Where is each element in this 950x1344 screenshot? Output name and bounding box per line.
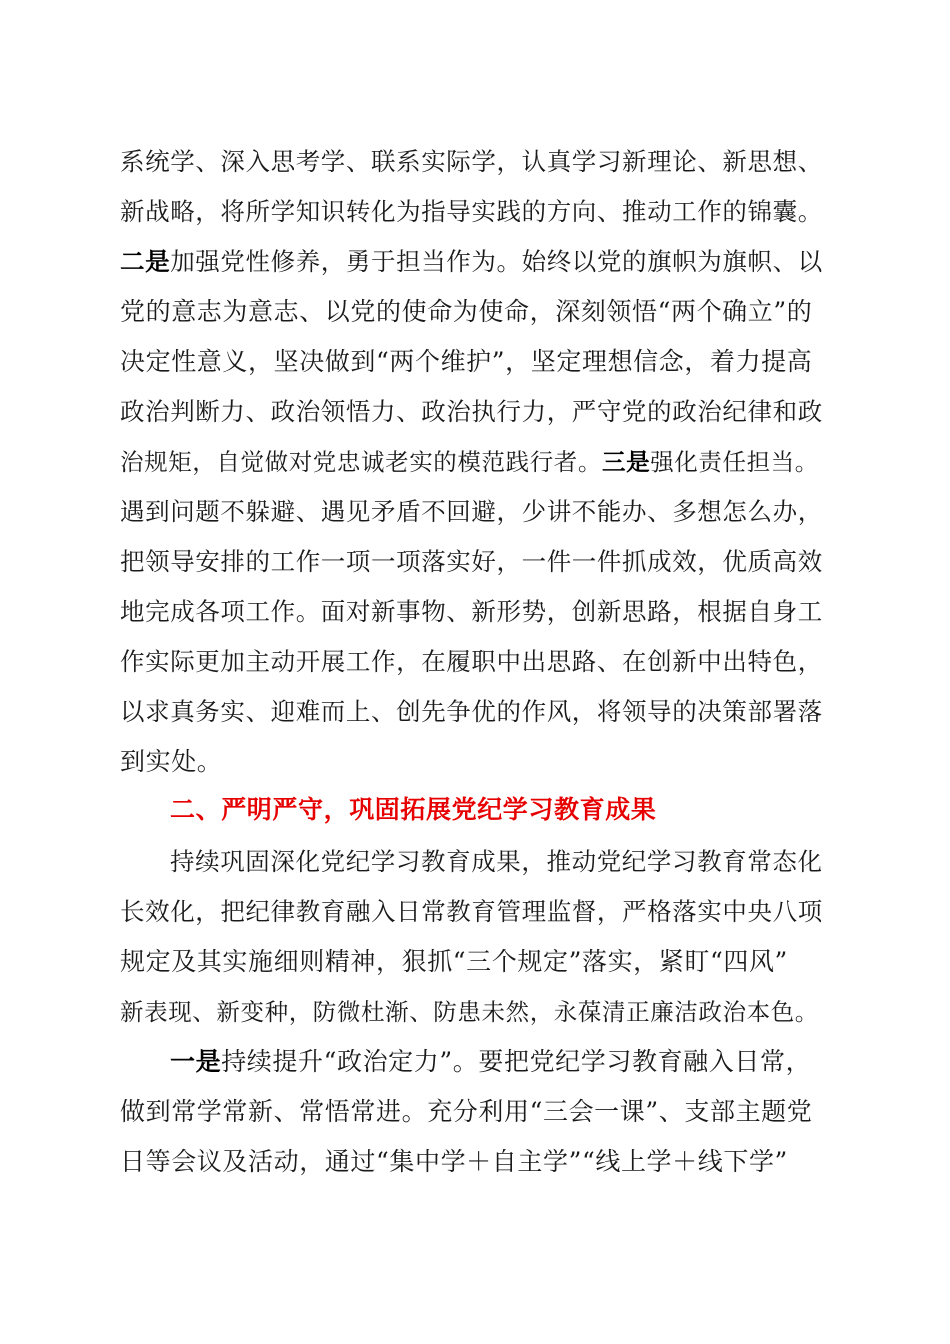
body-text-line: 规定及其实施细则精神，狠抓“三个规定”落实，紧盯“四风” — [120, 947, 788, 976]
body-text-line: 党的意志为意志、以党的使命为使命，深刻领悟“两个确立”的 — [120, 297, 813, 326]
body-text-line — [170, 1045, 811, 1079]
emphasis-label: 二是 — [120, 247, 171, 276]
emphasis-label: 一是 — [170, 1047, 222, 1076]
body-text-line: 做到常学常新、常悟常进。充分利用“三会一课”、支部主题党 — [120, 1097, 813, 1126]
body-text-line: 作实际更加主动开展工作，在履职中出思路、在创新中出特色， — [120, 647, 823, 676]
body-text-line: 持续巩固深化党纪学习教育成果，推动党纪学习教育常态化 — [170, 847, 823, 876]
body-text-line: 政治判断力、政治领悟力、政治执行力，严守党的政治纪律和政 — [120, 397, 823, 426]
body-text-line: 把领导安排的工作一项一项落实好，一件一件抓成效，优质高效 — [120, 547, 823, 576]
body-text-line — [120, 445, 819, 479]
body-text-line: 决定性意义，坚决做到“两个维护”，坚定理想信念，着力提高 — [120, 347, 813, 376]
body-text-line: 以求真务实、迎难而上、创先争优的作风，将领导的决策部署落 — [120, 697, 823, 726]
emphasis-label: 三是 — [602, 448, 651, 476]
body-text-line: 长效化，把纪律教育融入日常教育管理监督，严格落实中央八项 — [120, 897, 823, 926]
body-text-line: 新表现、新变种，防微杜渐、防患未然，永葆清正廉洁政治本色。 — [120, 998, 819, 1026]
body-text-line: 地完成各项工作。面对新事物、新形势，创新思路，根据自身工 — [120, 597, 823, 626]
body-text: 强化责任担当。 — [650, 448, 819, 476]
body-text-line: 新战略，将所学知识转化为指导实践的方向、推动工作的锦囊。 — [120, 197, 823, 226]
body-text: 加强党性修养，勇于担当作为。始终以党的旗帜为旗帜、以 — [170, 247, 823, 276]
body-text: 治规矩，自觉做对党忠诚老实的模范践行者。 — [120, 448, 602, 476]
body-text-line: 遇到问题不躲避、遇见矛盾不回避，少讲不能办、多想怎么办， — [120, 497, 823, 526]
body-text-line: 到实处。 — [120, 747, 223, 776]
body-text-line: 日等会议及活动，通过“集中学＋自主学”“线上学＋线下学” — [120, 1147, 788, 1176]
body-text-line: 系统学、深入思考学、联系实际学，认真学习新理论、新思想、 — [120, 147, 823, 176]
body-text-line — [120, 245, 823, 279]
body-text: 持续提升“政治定力”。要把党纪学习教育融入日常， — [221, 1047, 812, 1076]
section-heading: 二、严明严守，巩固拓展党纪学习教育成果 — [170, 795, 657, 824]
